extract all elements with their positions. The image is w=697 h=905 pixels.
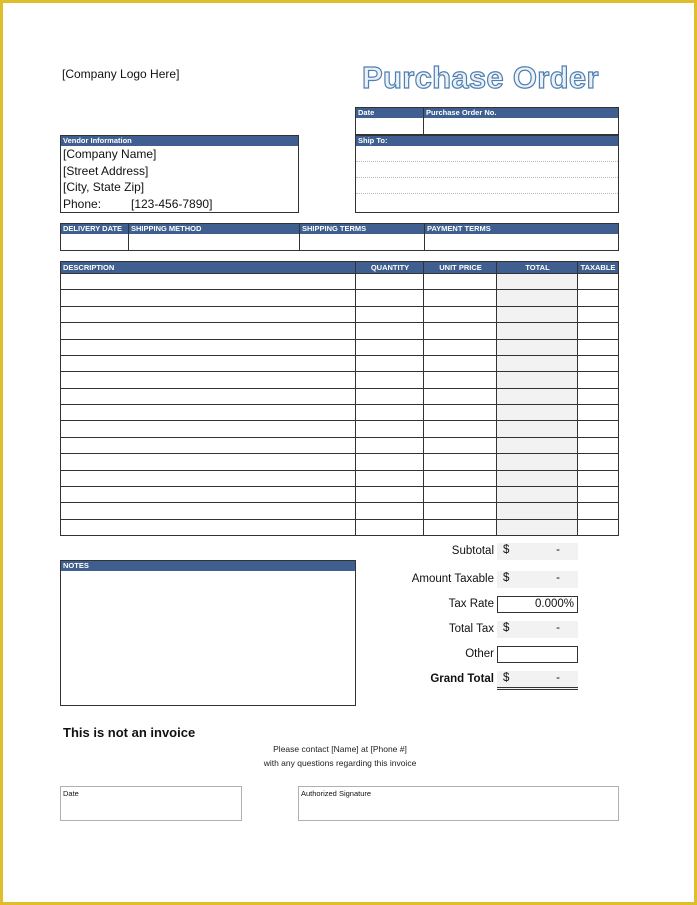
table-row[interactable] xyxy=(61,289,618,305)
table-row[interactable] xyxy=(61,453,618,469)
subtotal-label: Subtotal xyxy=(451,545,494,557)
vendor-phone-row xyxy=(61,196,298,213)
po-number-label: Purchase Order No. xyxy=(424,108,618,118)
table-row[interactable] xyxy=(61,404,618,420)
table-row[interactable] xyxy=(61,486,618,502)
total-tax-label: Total Tax xyxy=(448,623,494,635)
vendor-phone[interactable]: [123-456-7890] xyxy=(131,196,213,211)
delivery-date-cell[interactable] xyxy=(61,224,129,250)
shipping-terms-cell[interactable] xyxy=(300,224,425,250)
ship-to-line[interactable] xyxy=(356,178,618,194)
quantity-header: QUANTITY xyxy=(356,262,424,273)
ship-to-line[interactable] xyxy=(356,162,618,178)
tax-rate-label: Tax Rate xyxy=(448,598,494,610)
grand-total-value-cell xyxy=(497,671,578,690)
authorized-signature-label: Authorized Signature xyxy=(301,789,372,798)
tax-rate-input[interactable] xyxy=(497,596,578,613)
grand-total-label: Grand Total xyxy=(430,673,494,685)
shipping-method-header: SHIPPING METHOD xyxy=(129,224,299,234)
payment-terms-cell[interactable] xyxy=(425,224,618,250)
ship-to-box[interactable] xyxy=(355,135,619,213)
table-row[interactable] xyxy=(61,355,618,371)
table-row[interactable] xyxy=(61,371,618,387)
table-row[interactable] xyxy=(61,437,618,453)
payment-terms-header: PAYMENT TERMS xyxy=(425,224,618,234)
shipping-terms-header: SHIPPING TERMS xyxy=(300,224,424,234)
date-label: Date xyxy=(356,108,423,118)
tax-rate-value: 0.000% xyxy=(534,598,574,610)
contact-line-1: Please contact [Name] at [Phone #] xyxy=(273,744,407,754)
notes-header: NOTES xyxy=(61,561,355,571)
vendor-info-header: Vendor Information xyxy=(61,136,298,146)
footer-date-box[interactable] xyxy=(60,786,242,821)
table-row[interactable] xyxy=(61,502,618,518)
amount-taxable-currency: $ xyxy=(503,572,510,584)
subtotal-value: - xyxy=(556,544,560,556)
table-row[interactable] xyxy=(61,420,618,436)
other-input[interactable] xyxy=(497,646,578,663)
date-field[interactable] xyxy=(356,108,424,134)
vendor-city[interactable]: [City, State Zip] xyxy=(63,180,145,194)
vendor-company[interactable]: [Company Name] xyxy=(63,147,157,161)
footer-date-label: Date xyxy=(63,789,79,798)
table-row[interactable] xyxy=(61,388,618,404)
other-label: Other xyxy=(465,648,494,660)
taxable-header: TAXABLE xyxy=(578,262,618,273)
company-logo-placeholder: [Company Logo Here] xyxy=(62,67,180,81)
total-tax-value: - xyxy=(556,622,560,634)
vendor-street[interactable]: [Street Address] xyxy=(63,163,149,178)
vendor-info-box xyxy=(60,135,299,213)
grand-total-value: - xyxy=(556,672,560,684)
contact-line-2: with any questions regarding this invoice xyxy=(263,758,417,768)
subtotal-value-cell xyxy=(497,543,578,560)
amount-taxable-label: Amount Taxable xyxy=(411,573,494,585)
not-invoice-notice: This is not an invoice xyxy=(63,725,196,740)
po-number-field[interactable] xyxy=(424,108,618,134)
notes-box[interactable] xyxy=(60,560,356,706)
vendor-phone-label: Phone: xyxy=(63,196,102,211)
table-row[interactable] xyxy=(61,470,618,486)
grand-total-currency: $ xyxy=(503,672,510,684)
ship-to-header: Ship To: xyxy=(356,136,618,146)
delivery-date-header: DELIVERY DATE xyxy=(61,224,128,234)
shipping-method-cell[interactable] xyxy=(129,224,300,250)
total-tax-currency: $ xyxy=(503,622,510,634)
page-title: Purchase Order xyxy=(362,60,599,95)
amount-taxable-value-cell xyxy=(497,571,578,588)
unit-price-header: UNIT PRICE xyxy=(424,262,497,273)
table-row[interactable] xyxy=(61,273,618,289)
line-items-table xyxy=(60,261,619,536)
total-tax-value-cell xyxy=(497,621,578,638)
description-header: DESCRIPTION xyxy=(61,262,356,273)
amount-taxable-value: - xyxy=(556,572,560,584)
order-info-box xyxy=(355,107,619,135)
subtotal-currency: $ xyxy=(503,544,510,556)
table-row[interactable] xyxy=(61,306,618,322)
table-row[interactable] xyxy=(61,322,618,338)
table-row[interactable] xyxy=(61,339,618,355)
total-header: TOTAL xyxy=(497,262,578,273)
table-row[interactable] xyxy=(61,519,618,535)
terms-table xyxy=(60,223,619,251)
authorized-signature-box[interactable] xyxy=(298,786,619,821)
ship-to-line[interactable] xyxy=(356,146,618,162)
